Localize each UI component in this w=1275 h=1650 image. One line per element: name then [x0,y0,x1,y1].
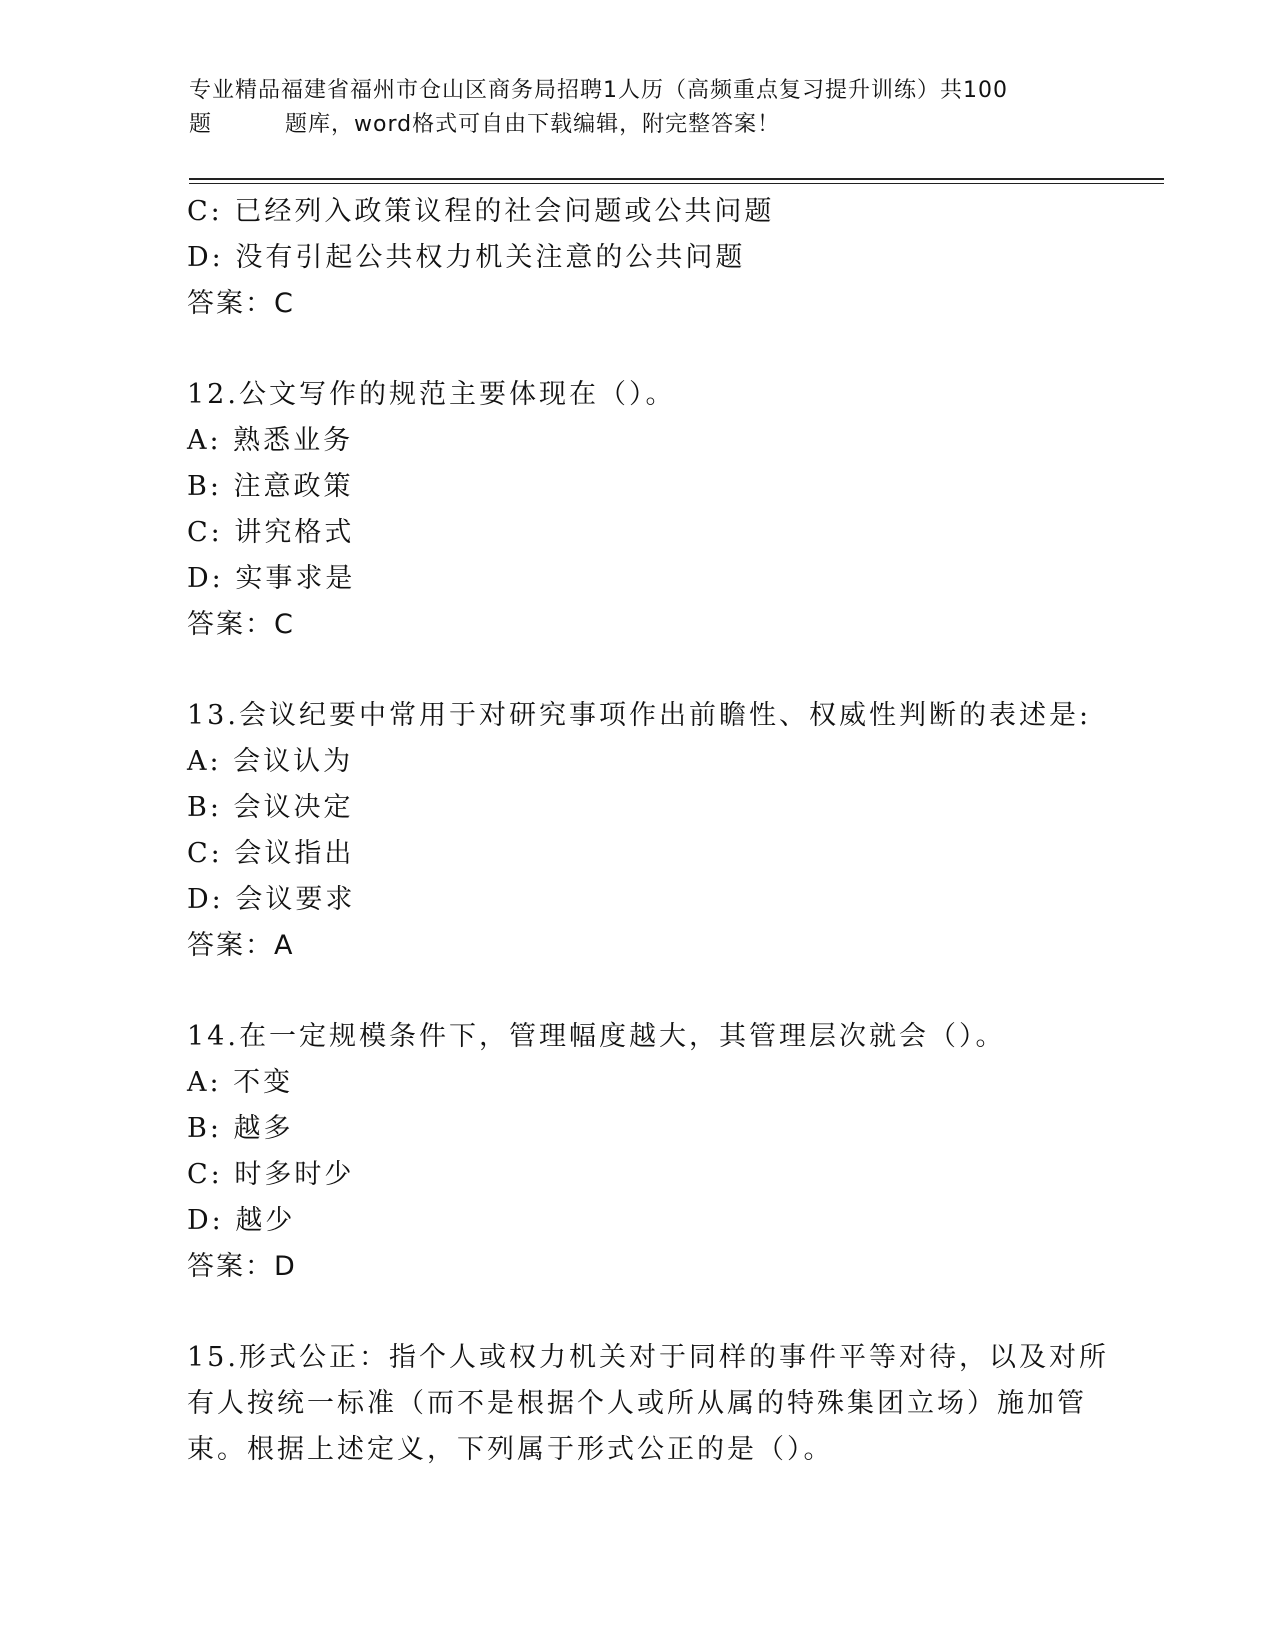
question-11-tail [187,189,1087,327]
option-c: C: 会议指出 [187,838,355,869]
option-b: B: 注意政策 [187,471,354,502]
option-d: D: 越少 [187,1205,296,1236]
option-a: A: 不变 [187,1067,294,1098]
answer-line: 答案：D [187,1251,297,1282]
header-title-rest: 题库，word格式可自由下载编辑，附完整答案！ [285,112,781,137]
question-13 [187,693,1092,969]
question-text: 13.会议纪要中常用于对研究事项作出前瞻性、权威性判断的表述是: [187,700,1092,731]
question-15 [187,1335,1109,1473]
option-c: C: 讲究格式 [187,517,355,548]
option-d: D: 会议要求 [187,884,356,915]
question-text: 14.在一定规模条件下，管理幅度越大，其管理层次就会（）。 [187,1021,1006,1052]
header-title-line-2 [189,108,1089,142]
option-b: B: 越多 [187,1113,294,1144]
option-a: A: 熟悉业务 [187,425,354,456]
option-c: C: 已经列入政策议程的社会问题或公共问题 [187,196,775,227]
header-title-line-1: 专业精品福建省福州市仓山区商务局招聘1人历（高频重点复习提升训练）共100 [189,78,1008,103]
answer-line: 答案：A [187,930,295,961]
question-text-line-1: 15.形式公正：指个人或权力机关对于同样的事件平等对待，以及对所 [187,1342,1109,1373]
option-c: C: 时多时少 [187,1159,355,1190]
question-text-line-3: 束。根据上述定义，下列属于形式公正的是（）。 [187,1434,834,1465]
option-d: D: 实事求是 [187,563,356,594]
answer-line: 答案：C [187,609,295,640]
header-title-tag: 题 [189,112,213,137]
option-d: D: 没有引起公共权力机关注意的公共问题 [187,242,746,273]
question-text: 12.公文写作的规范主要体现在（）。 [187,379,676,410]
question-14 [187,1014,1087,1290]
question-text-line-2: 有人按统一标准（而不是根据个人或所从属的特殊集团立场）施加管 [187,1388,1087,1419]
header-divider-thick [189,178,1164,180]
option-a: A: 会议认为 [187,746,354,777]
page-header [189,74,1089,142]
header-divider-thin [189,183,1164,184]
question-12 [187,372,1087,648]
answer-line: 答案：C [187,288,295,319]
question-list [187,189,1109,1473]
option-b: B: 会议决定 [187,792,354,823]
